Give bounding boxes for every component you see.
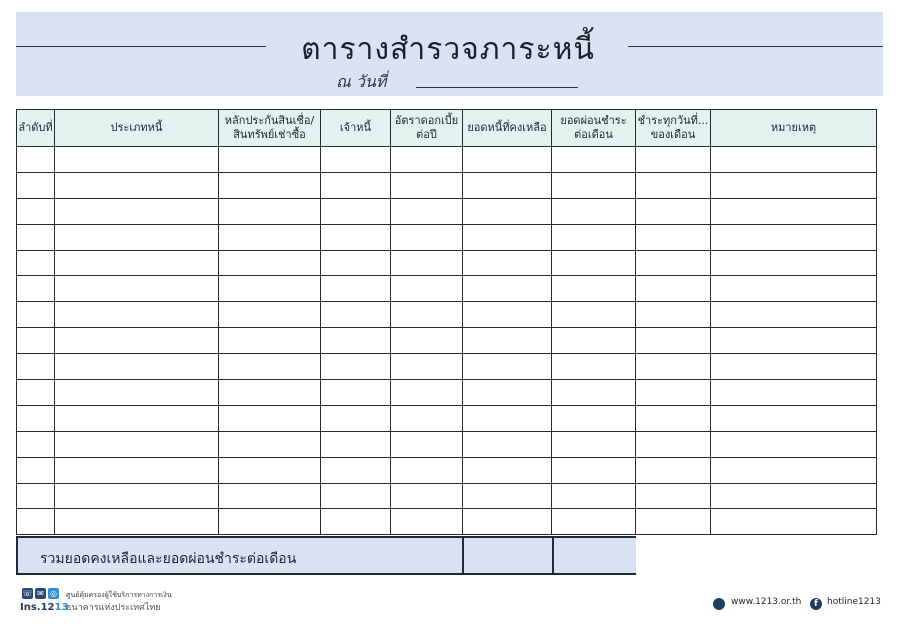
cell-debt-type[interactable]	[55, 509, 219, 535]
cell-monthly-payment[interactable]	[552, 276, 636, 302]
cell-creditor[interactable]	[321, 172, 391, 198]
col-header-monthly-payment: ยอดผ่อนชำระ ต่อเดือน	[552, 110, 636, 147]
cell-balance[interactable]	[463, 198, 552, 224]
cell-due-date[interactable]	[636, 250, 711, 276]
cell-debt-type[interactable]	[55, 380, 219, 406]
cell-remarks[interactable]	[711, 380, 877, 406]
cell-debt-type[interactable]	[55, 198, 219, 224]
cell-debt-type[interactable]	[55, 405, 219, 431]
cell-interest-rate[interactable]	[391, 276, 463, 302]
cell-balance[interactable]	[463, 250, 552, 276]
cell-remarks[interactable]	[711, 431, 877, 457]
cell-interest-rate[interactable]	[391, 483, 463, 509]
cell-remarks[interactable]	[711, 302, 877, 328]
cell-index[interactable]	[17, 147, 55, 173]
cell-index[interactable]	[17, 198, 55, 224]
cell-collateral[interactable]	[219, 224, 321, 250]
cell-balance[interactable]	[463, 483, 552, 509]
cell-index[interactable]	[17, 328, 55, 354]
cell-due-date[interactable]	[636, 276, 711, 302]
cell-interest-rate[interactable]	[391, 147, 463, 173]
footer-logo	[20, 588, 200, 618]
cell-creditor[interactable]	[321, 224, 391, 250]
cell-index[interactable]	[17, 224, 55, 250]
cell-interest-rate[interactable]	[391, 354, 463, 380]
cell-index[interactable]	[17, 431, 55, 457]
cell-debt-type[interactable]	[55, 302, 219, 328]
cell-index[interactable]	[17, 509, 55, 535]
col-header-remarks: หมายเหตุ	[711, 110, 877, 147]
cell-collateral[interactable]	[219, 172, 321, 198]
cell-due-date[interactable]	[636, 172, 711, 198]
cell-creditor[interactable]	[321, 380, 391, 406]
cell-balance[interactable]	[463, 328, 552, 354]
website-link[interactable]: www.1213.or.th	[731, 597, 802, 607]
cell-monthly-payment[interactable]	[552, 198, 636, 224]
cell-monthly-payment[interactable]	[552, 147, 636, 173]
cell-balance[interactable]	[463, 431, 552, 457]
org-name-line2: ธนาคารแห่งประเทศไทย	[66, 603, 161, 613]
cell-due-date[interactable]	[636, 147, 711, 173]
cell-due-date[interactable]	[636, 328, 711, 354]
cell-creditor[interactable]	[321, 328, 391, 354]
cell-creditor[interactable]	[321, 405, 391, 431]
cell-creditor[interactable]	[321, 457, 391, 483]
cell-index[interactable]	[17, 302, 55, 328]
cell-interest-rate[interactable]	[391, 457, 463, 483]
date-label: ณ วันที่	[336, 72, 387, 91]
table-row	[17, 354, 877, 380]
table-row	[17, 483, 877, 509]
table-header-row	[17, 110, 877, 147]
cell-collateral[interactable]	[219, 276, 321, 302]
cell-interest-rate[interactable]	[391, 509, 463, 535]
cell-index[interactable]	[17, 483, 55, 509]
cell-monthly-payment[interactable]	[552, 380, 636, 406]
cell-collateral[interactable]	[219, 250, 321, 276]
table-row	[17, 147, 877, 173]
table-row	[17, 302, 877, 328]
cell-debt-type[interactable]	[55, 172, 219, 198]
cell-interest-rate[interactable]	[391, 198, 463, 224]
cell-creditor[interactable]	[321, 147, 391, 173]
cell-collateral[interactable]	[219, 405, 321, 431]
cell-due-date[interactable]	[636, 431, 711, 457]
cell-interest-rate[interactable]	[391, 431, 463, 457]
table-row	[17, 509, 877, 535]
col-header-due-date: ชำระทุกวันที่... ของเดือน	[636, 110, 711, 147]
table-row	[17, 224, 877, 250]
cell-remarks[interactable]	[711, 328, 877, 354]
table-row	[17, 328, 877, 354]
cell-debt-type[interactable]	[55, 224, 219, 250]
cell-debt-type[interactable]	[55, 354, 219, 380]
cell-monthly-payment[interactable]	[552, 457, 636, 483]
cell-balance[interactable]	[463, 172, 552, 198]
date-row	[336, 70, 596, 92]
table-body	[17, 147, 877, 535]
cell-creditor[interactable]	[321, 354, 391, 380]
summary-row	[16, 536, 636, 575]
col-header-debt-type: ประเภทหนี้	[55, 110, 219, 147]
table-row	[17, 198, 877, 224]
debt-table	[16, 109, 877, 535]
col-header-collateral: หลักประกันสินเชื่อ/ สินทรัพย์เช่าซื้อ	[219, 110, 321, 147]
cell-interest-rate[interactable]	[391, 302, 463, 328]
title-rule-left	[16, 46, 266, 47]
cell-due-date[interactable]	[636, 302, 711, 328]
org-name-line1: ศูนย์คุ้มครองผู้ใช้บริการทางการเงิน	[66, 591, 172, 599]
table-row	[17, 250, 877, 276]
cell-creditor[interactable]	[321, 431, 391, 457]
summary-payment-cell[interactable]	[552, 538, 636, 573]
cell-interest-rate[interactable]	[391, 380, 463, 406]
cell-remarks[interactable]	[711, 483, 877, 509]
col-header-index: ลำดับที่	[17, 110, 55, 147]
cell-due-date[interactable]	[636, 224, 711, 250]
summary-balance-cell[interactable]	[462, 538, 552, 573]
cell-remarks[interactable]	[711, 509, 877, 535]
cell-index[interactable]	[17, 276, 55, 302]
cell-monthly-payment[interactable]	[552, 172, 636, 198]
cell-due-date[interactable]	[636, 509, 711, 535]
cell-collateral[interactable]	[219, 431, 321, 457]
cell-debt-type[interactable]	[55, 328, 219, 354]
globe-icon: ◎	[48, 588, 59, 599]
cell-creditor[interactable]	[321, 198, 391, 224]
cell-collateral[interactable]	[219, 302, 321, 328]
cell-monthly-payment[interactable]	[552, 250, 636, 276]
cell-debt-type[interactable]	[55, 147, 219, 173]
cell-due-date[interactable]	[636, 380, 711, 406]
cell-index[interactable]	[17, 172, 55, 198]
cell-monthly-payment[interactable]	[552, 509, 636, 535]
col-header-interest-rate: อัตราดอกเบี้ย ต่อปี	[391, 110, 463, 147]
cell-creditor[interactable]	[321, 250, 391, 276]
table-row	[17, 380, 877, 406]
hotline-link[interactable]: hotline1213	[827, 597, 881, 607]
cell-remarks[interactable]	[711, 405, 877, 431]
cell-remarks[interactable]	[711, 224, 877, 250]
cell-remarks[interactable]	[711, 198, 877, 224]
cell-remarks[interactable]	[711, 457, 877, 483]
header-band	[16, 12, 883, 96]
date-blank-line[interactable]	[416, 87, 578, 88]
table-row	[17, 457, 877, 483]
cell-due-date[interactable]	[636, 457, 711, 483]
cell-interest-rate[interactable]	[391, 224, 463, 250]
table-row	[17, 431, 877, 457]
cell-debt-type[interactable]	[55, 483, 219, 509]
summary-label: รวมยอดคงเหลือและยอดผ่อนชำระต่อเดือน	[40, 551, 297, 567]
cell-remarks[interactable]	[711, 250, 877, 276]
cell-balance[interactable]	[463, 224, 552, 250]
cell-monthly-payment[interactable]	[552, 431, 636, 457]
cell-index[interactable]	[17, 405, 55, 431]
cell-collateral[interactable]	[219, 483, 321, 509]
cell-balance[interactable]	[463, 354, 552, 380]
phone-icon: ☏	[22, 589, 33, 598]
cell-index[interactable]	[17, 250, 55, 276]
chat-icon: ✉	[35, 588, 46, 599]
cell-balance[interactable]	[463, 380, 552, 406]
table-row	[17, 172, 877, 198]
cell-due-date[interactable]	[636, 198, 711, 224]
cell-collateral[interactable]	[219, 380, 321, 406]
cell-creditor[interactable]	[321, 509, 391, 535]
cell-collateral[interactable]	[219, 147, 321, 173]
cell-remarks[interactable]	[711, 354, 877, 380]
cell-debt-type[interactable]	[55, 457, 219, 483]
cell-interest-rate[interactable]	[391, 405, 463, 431]
cell-debt-type[interactable]	[55, 250, 219, 276]
table-row	[17, 276, 877, 302]
cell-monthly-payment[interactable]	[552, 302, 636, 328]
logo-text: Ins.1213	[20, 602, 69, 613]
page-title: ตารางสำรวจภาระหนี้	[301, 32, 595, 67]
cell-collateral[interactable]	[219, 457, 321, 483]
cell-monthly-payment[interactable]	[552, 224, 636, 250]
cell-collateral[interactable]	[219, 509, 321, 535]
cell-debt-type[interactable]	[55, 276, 219, 302]
col-header-balance: ยอดหนี้ที่คงเหลือ	[463, 110, 552, 147]
cell-interest-rate[interactable]	[391, 328, 463, 354]
cell-balance[interactable]	[463, 302, 552, 328]
cell-due-date[interactable]	[636, 405, 711, 431]
cell-collateral[interactable]	[219, 198, 321, 224]
cell-due-date[interactable]	[636, 483, 711, 509]
cell-remarks[interactable]	[711, 147, 877, 173]
col-header-creditor: เจ้าหนี้	[321, 110, 391, 147]
cell-monthly-payment[interactable]	[552, 328, 636, 354]
cell-index[interactable]	[17, 380, 55, 406]
cell-monthly-payment[interactable]	[552, 483, 636, 509]
cell-index[interactable]	[17, 457, 55, 483]
cell-creditor[interactable]	[321, 302, 391, 328]
cell-remarks[interactable]	[711, 276, 877, 302]
cell-balance[interactable]	[463, 405, 552, 431]
cell-creditor[interactable]	[321, 483, 391, 509]
cell-balance[interactable]	[463, 509, 552, 535]
facebook-icon: f	[810, 598, 822, 610]
cell-collateral[interactable]	[219, 328, 321, 354]
cell-interest-rate[interactable]	[391, 172, 463, 198]
cell-index[interactable]	[17, 354, 55, 380]
cell-interest-rate[interactable]	[391, 250, 463, 276]
title-rule-right	[628, 46, 883, 47]
cell-collateral[interactable]	[219, 354, 321, 380]
cell-creditor[interactable]	[321, 276, 391, 302]
cell-balance[interactable]	[463, 276, 552, 302]
web-icon	[713, 598, 725, 610]
cell-remarks[interactable]	[711, 172, 877, 198]
cell-balance[interactable]	[463, 457, 552, 483]
table-row	[17, 405, 877, 431]
cell-due-date[interactable]	[636, 354, 711, 380]
cell-monthly-payment[interactable]	[552, 405, 636, 431]
cell-monthly-payment[interactable]	[552, 354, 636, 380]
cell-debt-type[interactable]	[55, 431, 219, 457]
cell-balance[interactable]	[463, 147, 552, 173]
